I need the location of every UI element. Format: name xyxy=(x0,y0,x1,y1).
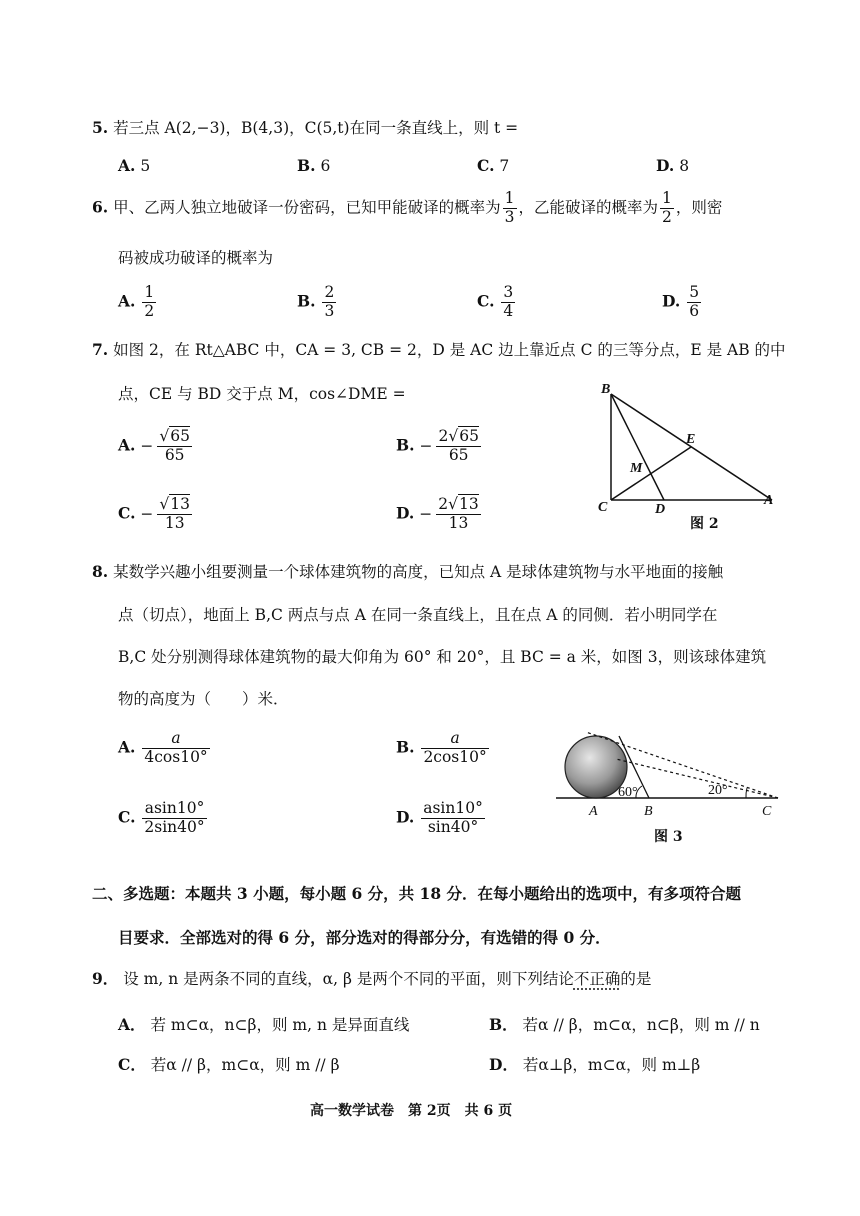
option-label: D. xyxy=(396,807,415,827)
radicand: 13 xyxy=(459,495,479,513)
frac-den: sin40° xyxy=(421,818,485,837)
frac-den: 2 xyxy=(662,207,672,226)
option-text: 5 xyxy=(140,157,151,175)
coef: 2 xyxy=(438,427,449,445)
option-label: C. xyxy=(118,503,136,523)
section-2-heading: 二、多选题：本题共 3 小题，每小题 6 分，共 18 分．在每小题给出的选项中，有多项符合题 xyxy=(92,884,742,903)
frac-den: 2cos10° xyxy=(423,747,487,766)
q8-number: 8. xyxy=(92,562,109,581)
option-text: 若α // β，m⊂α，n⊂β，则 m // n xyxy=(522,1016,760,1034)
frac-num: 1 xyxy=(662,189,672,207)
neg-sign: − xyxy=(140,437,154,456)
frac-den: 2sin40° xyxy=(144,817,205,836)
q5-option-a[interactable] xyxy=(118,156,150,175)
q7-option-c[interactable]: C. − $\frac{√13}{13}$ xyxy=(118,495,191,532)
q6-option-d[interactable] xyxy=(662,284,703,321)
figure-2-caption: 图 2 xyxy=(690,516,719,532)
q9-option-d[interactable] xyxy=(489,1053,700,1075)
frac-den: 13 xyxy=(157,514,192,533)
frac-num: asin10° xyxy=(144,799,205,817)
q8-stem xyxy=(92,560,723,582)
q5-option-c[interactable] xyxy=(477,156,509,175)
q6-stem xyxy=(92,190,722,227)
q8-stem-line4: 物的高度为（ ）米． xyxy=(118,690,289,708)
q9-option-a[interactable] xyxy=(118,1013,409,1035)
section-2-instructions: 目要求．全部选对的得 6 分，部分选对的得部分分，有选错的得 0 分． xyxy=(118,928,611,947)
option-label: C. xyxy=(477,291,495,311)
q7-option-a[interactable]: A. − $\frac{√65}{65}$ xyxy=(118,427,190,464)
point-a-label: A xyxy=(764,493,774,508)
option-label: B. xyxy=(396,435,415,455)
segment-bd xyxy=(611,394,664,500)
option-text: 若α⊥β，m⊂α，则 m⊥β xyxy=(522,1056,701,1074)
option-label: B. xyxy=(297,156,316,175)
q7-option-b[interactable]: B. − $\frac{2√65}{65}$ xyxy=(396,427,479,464)
option-text: 8 xyxy=(679,157,690,175)
q7-stem xyxy=(92,338,786,360)
q8-text-1: 某数学兴趣小组要测量一个球体建筑物的高度，已知点 A 是球体建筑物与水平地面的接触 xyxy=(113,563,724,581)
option-label: D. xyxy=(656,156,675,175)
q6-option-b[interactable] xyxy=(297,284,338,321)
q7-stem-line2: 点，CE 与 BD 交于点 M，cos∠DME = xyxy=(118,385,406,403)
figure-2-triangle xyxy=(594,380,794,535)
neg-sign: − xyxy=(419,437,433,456)
q6-text-3: ，则密 xyxy=(675,198,723,217)
q6-number: 6. xyxy=(92,197,109,217)
option-label: D. xyxy=(396,503,415,523)
coef: 2 xyxy=(438,495,449,513)
sight-line-c-lower xyxy=(616,759,778,798)
q6-text-2: ，乙能破译的概率为 xyxy=(518,198,659,217)
page-footer: 高一数学试卷 第 2页 共 6 页 xyxy=(310,1103,513,1119)
angle-20-label: 20° xyxy=(708,783,728,798)
option-label: B. xyxy=(396,737,415,757)
frac-den: 6 xyxy=(689,301,700,320)
q9-text-2: 的是 xyxy=(620,970,652,988)
frac-num: 3 xyxy=(503,283,514,301)
q8-stem-line3: B,C 处分别测得球体建筑物的最大仰角为 60° 和 20°，且 BC = a 米，如图 3，则该球体建筑 xyxy=(118,648,767,666)
option-label: A. xyxy=(118,435,136,455)
frac-num: 2 xyxy=(324,283,335,301)
point-c-label: C xyxy=(598,500,608,515)
frac-num: 5 xyxy=(689,283,700,301)
q7-option-d[interactable]: D. − $\frac{2√13}{13}$ xyxy=(396,495,479,532)
q9-option-b[interactable] xyxy=(489,1013,760,1035)
q8-stem-line2: 点（切点），地面上 B,C 两点与点 A 在同一条直线上，且在点 A 的同侧．若小明同学在 xyxy=(118,606,718,624)
q5-stem xyxy=(92,116,518,138)
radicand: 65 xyxy=(459,427,479,445)
frac-den: 2 xyxy=(144,301,155,320)
neg-sign: − xyxy=(419,505,433,524)
option-text: 6 xyxy=(320,157,331,175)
q5-text: 若三点 A(2,−3)，B(4,3)，C(5,t)在同一条直线上，则 t = xyxy=(113,119,519,137)
q6-stem-line2: 码被成功破译的概率为 xyxy=(118,249,274,267)
frac-den: 65 xyxy=(436,446,481,465)
option-label: A. xyxy=(118,737,136,757)
option-text: 若α // β，m⊂α，则 m // β xyxy=(150,1056,340,1074)
q6-prob-b xyxy=(660,190,674,227)
option-label: D． xyxy=(489,1055,518,1074)
angle-arc-20 xyxy=(746,788,747,798)
frac-den: 13 xyxy=(436,514,481,533)
point-b-label: B xyxy=(644,804,653,819)
q6-prob-a xyxy=(503,190,517,227)
option-label: A． xyxy=(118,1015,146,1034)
q9-option-c[interactable] xyxy=(118,1053,340,1075)
radicand: 65 xyxy=(170,427,190,445)
frac-den: 3 xyxy=(324,301,335,320)
option-text: 7 xyxy=(499,157,510,175)
q9-emphasis: 不正确 xyxy=(573,970,621,988)
option-label: B. xyxy=(297,291,316,311)
q7-text-1: 如图 2，在 Rt△ABC 中，CA = 3, CB = 2，D 是 AC 边上靠近点 C 的三等分点，E 是 AB 的中 xyxy=(113,341,786,359)
point-e-label: E xyxy=(686,432,696,447)
frac-num: 1 xyxy=(144,283,155,301)
q8-option-a[interactable] xyxy=(118,730,212,767)
frac-num: a xyxy=(171,729,181,747)
q7-number: 7. xyxy=(92,340,109,359)
neg-sign: − xyxy=(140,505,154,524)
q9-text-1: 设 m, n 是两条不同的直线，α, β 是两个不同的平面，则下列结论 xyxy=(123,970,574,988)
radicand: 13 xyxy=(170,495,191,513)
option-label: A. xyxy=(118,291,136,311)
q5-option-b[interactable] xyxy=(297,156,330,175)
q6-option-a[interactable] xyxy=(118,284,158,321)
point-c-label: C xyxy=(762,804,772,819)
frac-num: a xyxy=(450,729,460,747)
option-label: A. xyxy=(118,156,136,175)
frac-num: 1 xyxy=(504,189,515,207)
option-text: 若 m⊂α，n⊂β，则 m, n 是异面直线 xyxy=(150,1016,410,1034)
q6-option-c[interactable] xyxy=(477,284,517,321)
q9-number: 9． xyxy=(92,969,119,988)
point-m-label: M xyxy=(630,461,643,476)
frac-num: asin10° xyxy=(423,799,483,817)
segment-ce xyxy=(611,447,691,500)
q9-stem xyxy=(92,967,651,989)
figure-3-sphere xyxy=(556,722,786,847)
option-label: D. xyxy=(662,291,681,311)
figure-3-caption: 图 3 xyxy=(654,829,683,845)
option-label: B． xyxy=(489,1015,518,1034)
frac-den: 3 xyxy=(504,207,515,226)
point-b-label: B xyxy=(601,382,611,397)
point-a-label: A xyxy=(589,804,598,819)
option-label: C. xyxy=(477,156,495,175)
frac-den: 4 xyxy=(503,301,514,320)
frac-den: 4cos10° xyxy=(144,747,208,766)
point-d-label: D xyxy=(655,502,666,517)
q8-option-b[interactable] xyxy=(396,730,491,767)
frac-den: 65 xyxy=(157,446,192,465)
q8-option-c[interactable] xyxy=(118,800,209,837)
option-label: C． xyxy=(118,1055,146,1074)
q5-number: 5. xyxy=(92,118,109,137)
angle-60-label: 60° xyxy=(618,785,638,800)
q8-option-d[interactable] xyxy=(396,800,487,837)
option-label: C. xyxy=(118,807,136,827)
q5-option-d[interactable] xyxy=(656,156,689,175)
q6-text-1: 甲、乙两人独立地破译一份密码，已知甲能破译的概率为 xyxy=(113,198,501,217)
